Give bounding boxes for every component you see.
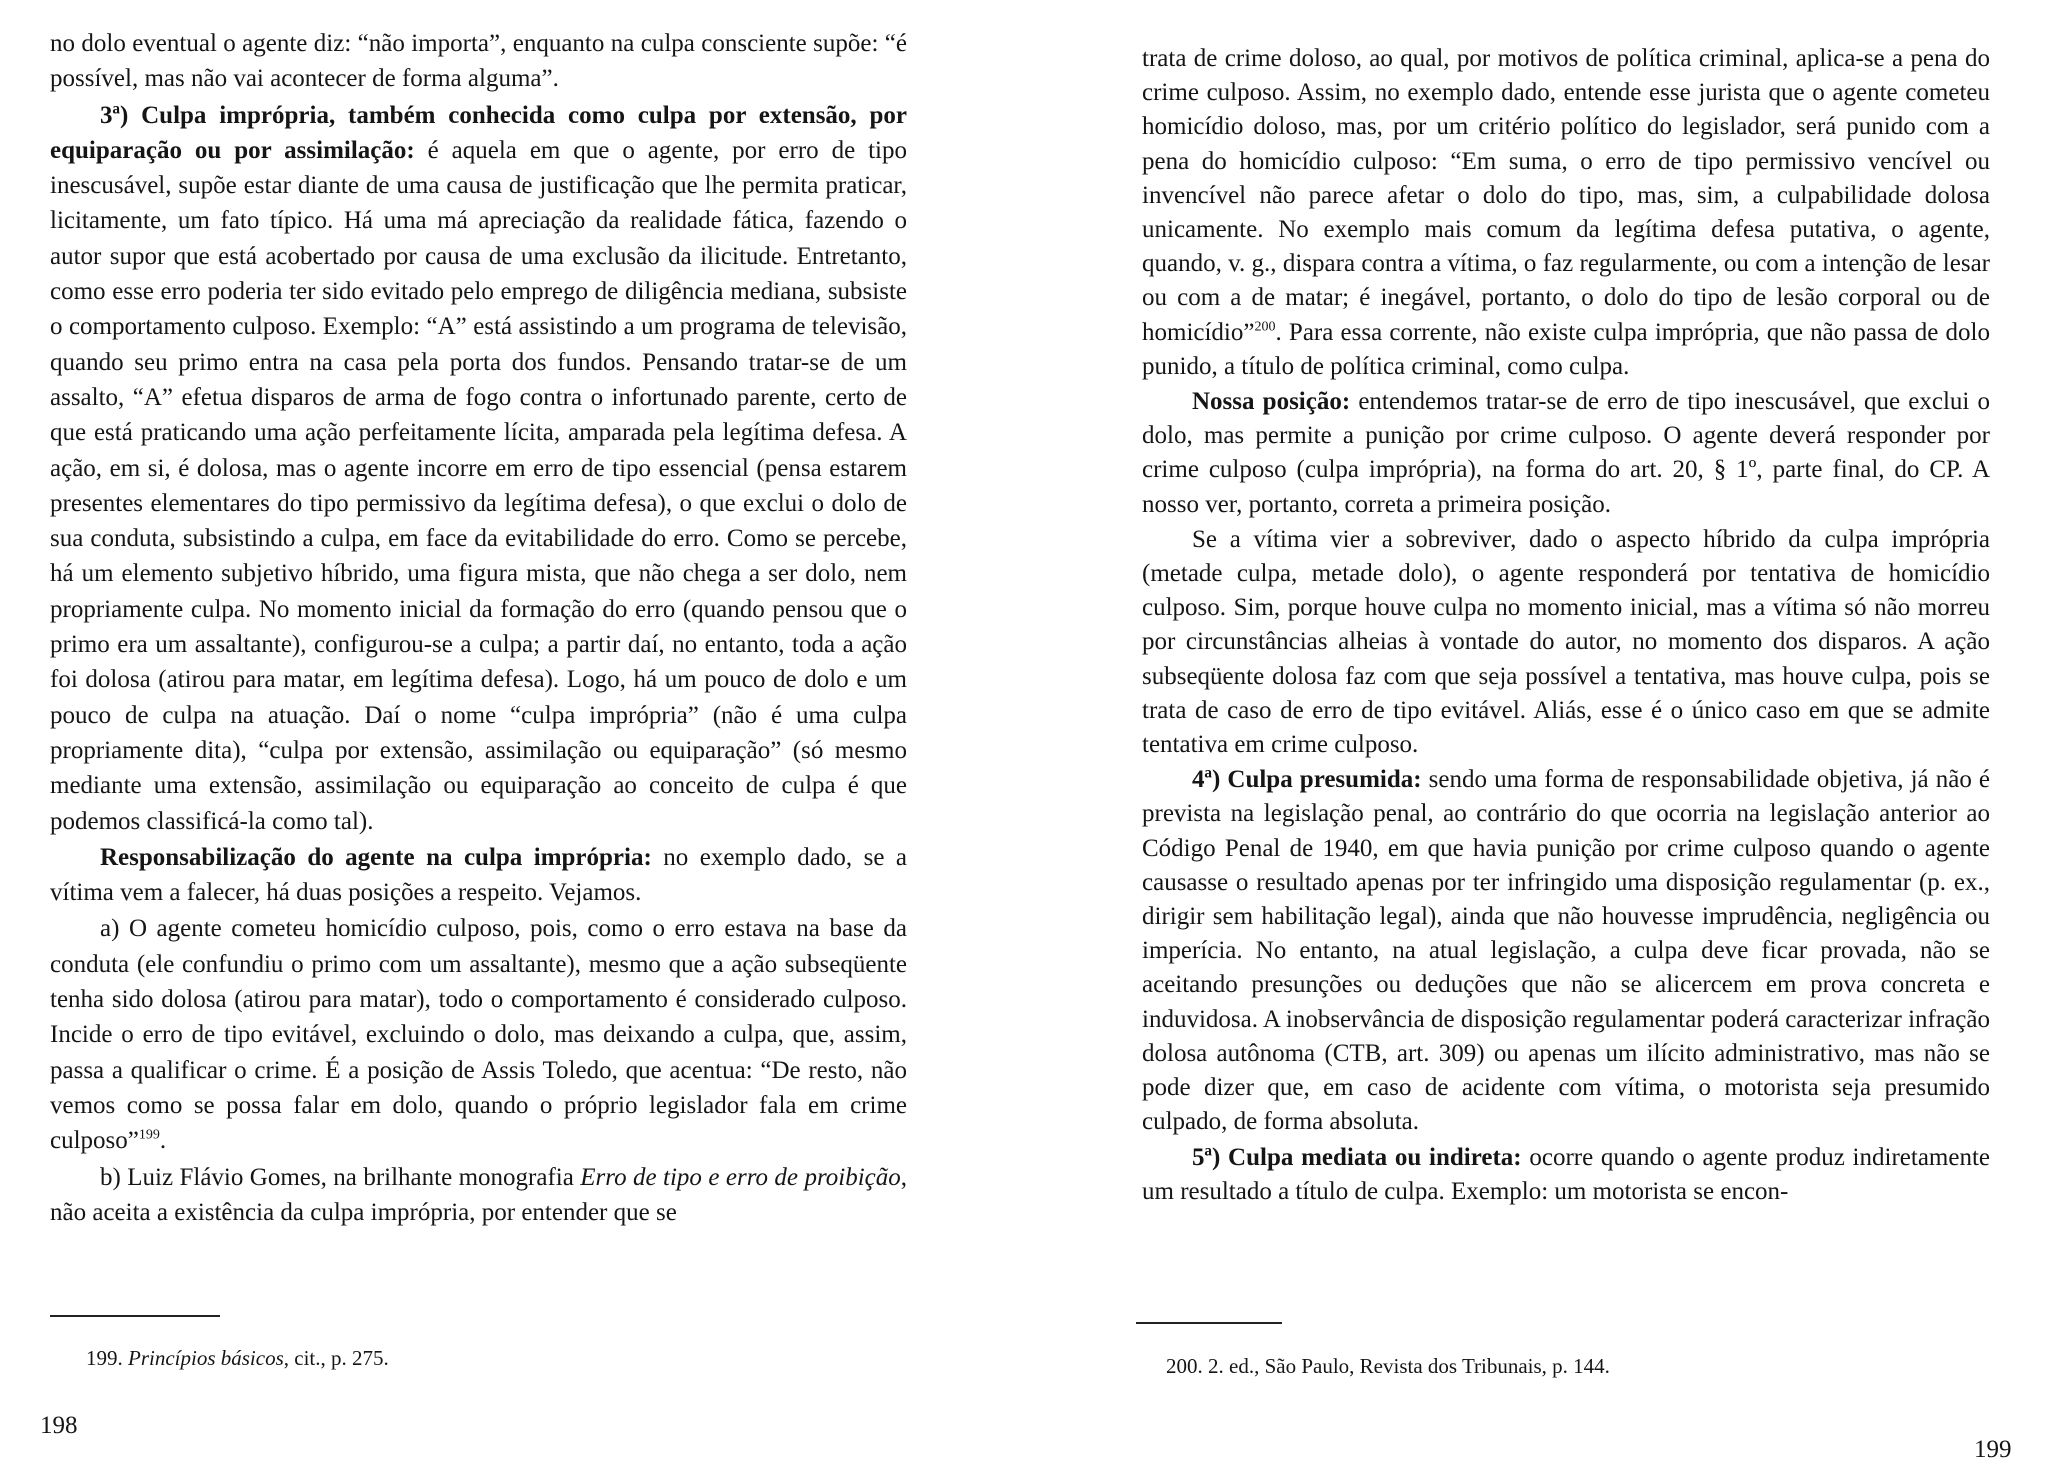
text-run: no dolo eventual o agente diz: “não importa”, enquanto na culpa consciente supõe: “é possível, mas não vai acontecer de forma alguma”. (50, 30, 907, 93)
bold-heading: 3ª) Culpa imprópria, também conhecida como culpa por extensão, por equiparação ou por assimilação: (50, 101, 907, 164)
footnote-200: 200. 2. ed., São Paulo, Revista dos Tribunais, p. 144. (1166, 1354, 1610, 1378)
text-run: . Para essa corrente, não existe culpa imprópria, que não passa de dolo punido, a título de política criminal, como culpa. (1142, 318, 1990, 380)
text-run: b) Luiz Flávio Gomes, na brilhante monografia (100, 1163, 581, 1191)
text-run: entendemos tratar-se de erro de tipo inescusável, que exclui o dolo, mas permite a punição por crime culposo. O agente deverá responder por crime culposo (culpa imprópria), na forma do art. 20, § 1º, parte final, do CP. A nosso ver, portanto, correta a primeira posição. (1142, 388, 1990, 518)
text-run: trata de crime doloso, ao qual, por motivos de política criminal, aplica-se a pena do crime culposo. Assim, no exemplo dado, entende esse jurista que o agente cometeu homicídio doloso, mas, por um critério político do legislador, será punido com a pena do homicídio culposo: “Em suma, o erro de tipo permissivo vencível ou invencível não parece afetar o dolo do tipo, mas, sim, a culpabilidade dolosa unicamente. No exemplo mais comum da legítima defesa putativa, o agente, quando, v. g., dispara contra a vítima, o faz regularmente, ou com a intenção de lesar ou com a de matar; é inegável, portanto, o dolo do tipo de lesão corporal ou de homicídio” (1142, 45, 1990, 346)
text-run: a) O agente cometeu homicídio culposo, pois, como o erro estava na base da conduta (ele confundiu o primo com um assaltante), mesmo que a ação subseqüente tenha sido dolosa (atirou para matar), todo o comportamento é considerado culposo. Incide o erro de tipo evitável, excluindo o dolo, mas deixando a culpa, que, assim, passa a qualificar o crime. É a posição de Assis Toledo, que acentua: “De resto, não vemos como se possa falar em dolo, quando o próprio legislador fala em crime culposo” (50, 915, 907, 1155)
bold-heading: 4ª) Culpa presumida: (1192, 766, 1422, 794)
bold-heading: Nossa posição: (1192, 388, 1351, 416)
paragraph (50, 26, 907, 97)
right-page (1024, 0, 2048, 1472)
paragraph (50, 1160, 907, 1231)
footnote-rest: , cit., p. 275. (283, 1346, 389, 1370)
footnote-ref: 199 (138, 1127, 160, 1143)
left-footnote-rule (50, 1315, 220, 1317)
paragraph (50, 840, 907, 911)
page-number-right: 199 (1974, 1436, 2012, 1463)
text-run: é aquela em que o agente, por erro de tipo inescusável, supõe estar diante de uma causa de justificação que lhe permita praticar, licitamente, um fato típico. Há uma má apreciação da realidade fática, fazendo o autor supor que está acobertado por causa de uma exclusão da ilicitude. Entretanto, como esse erro poderia ter sido evitado pelo emprego de diligência mediana, subsiste o comportamento culposo. Exemplo: “A” está assistindo a um programa de televisão, quando seu primo entra na casa pela porta dos fundos. Pensando tratar-se de um assalto, “A” efetua disparos de arma de fogo contra o infortunado parente, certo de que está praticando uma ação perfeitamente lícita, amparada pela legítima defesa. A ação, em si, é dolosa, mas o agente incorre em erro de tipo essencial (pensa estarem presentes elementares do tipo permissivo da legítima defesa), o que exclui o dolo de sua conduta, subsistindo a culpa, em face da evitabilidade do erro. Como se percebe, há um elemento subjetivo híbrido, uma figura mista, que não chega a ser dolo, nem propriamente culpa. No momento inicial da formação do erro (quando pensou que o primo era um assaltante), configurou-se a culpa; a partir daí, no entanto, toda a ação foi dolosa (atirou para matar, em legítima defesa). Logo, há um pouco de dolo e um pouco de culpa na atuação. Daí o nome “culpa imprópria” (não é uma culpa propriamente dita), “culpa por extensão, assimilação ou equiparação” (só mesmo mediante uma extensão, assimilação ou equiparação ao conceito de culpa é que podemos classificá-la como tal). (50, 136, 907, 835)
text-run: , não aceita a existência da culpa imprópria, por entender que se (50, 1163, 907, 1226)
footnote-title: Princípios básicos (128, 1346, 284, 1370)
italic-title: Erro de tipo e erro de proibição (580, 1163, 901, 1191)
right-footnote-rule (1136, 1322, 1282, 1324)
text-run: ocorre quando o agente produz indiretamente um resultado a título de culpa. Exemplo: um motorista se encon- (1142, 1143, 1990, 1205)
text-run: . (159, 1127, 167, 1155)
paragraph (1142, 42, 1990, 384)
text-run: sendo uma forma de responsabilidade objetiva, já não é prevista na legislação penal, ao contrário do que ocorria na legislação anterior ao Código Penal de 1940, em que havia punição por crime culposo quando o agente causasse o resultado apenas por ter infringido uma disposição regulamentar (p. ex., dirigir sem habilitação legal), ainda que não houvesse imprudência, negligência ou imperícia. No entanto, na atual legislação, a culpa deve ficar provada, não se aceitando presunções ou deduções que não se alicercem em prova concreta e induvidosa. A inobservância de disposição regulamentar poderá caracterizar infração dolosa autônoma (CTB, art. 309) ou apenas um ilícito administrativo, mas não se pode dizer que, em caso de acidente com vítima, o motorista seja presumido culpado, de forma absoluta. (1142, 766, 1990, 1136)
text-run: Se a vítima vier a sobreviver, dado o aspecto híbrido da culpa imprópria (metade culpa, metade dolo), o agente responderá por tentativa de homicídio culposo. Sim, porque houve culpa no momento inicial, mas a vítima só não morreu por circunstâncias alheias à vontade do autor, no momento dos disparos. A ação subseqüente dolosa faz com que seja possível a tentativa, mas houve culpa, pois se trata de caso de erro de tipo evitável. Aliás, esse é o único caso em que se admite tentativa em crime culposo. (1142, 525, 1990, 759)
footnote-number: 199. (86, 1346, 123, 1370)
paragraph (1142, 385, 1990, 522)
paragraph (50, 98, 907, 839)
paragraph (50, 911, 907, 1158)
paragraph (1142, 1141, 1990, 1209)
footnote-ref: 200 (1254, 319, 1276, 335)
page-number-left: 198 (40, 1412, 78, 1439)
text-run: no exemplo dado, se a vítima vem a falecer, há duas posições a respeito. Vejamos. (50, 843, 907, 907)
left-page-body (50, 26, 907, 1230)
bold-heading: 5ª) Culpa mediata ou indireta: (1192, 1143, 1522, 1171)
paragraph (1142, 763, 1990, 1139)
paragraph (1142, 523, 1990, 762)
right-page-body (1142, 42, 1990, 1209)
bold-heading: Responsabilização do agente na culpa imprópria: (100, 843, 652, 871)
footnote-199 (86, 1345, 389, 1371)
